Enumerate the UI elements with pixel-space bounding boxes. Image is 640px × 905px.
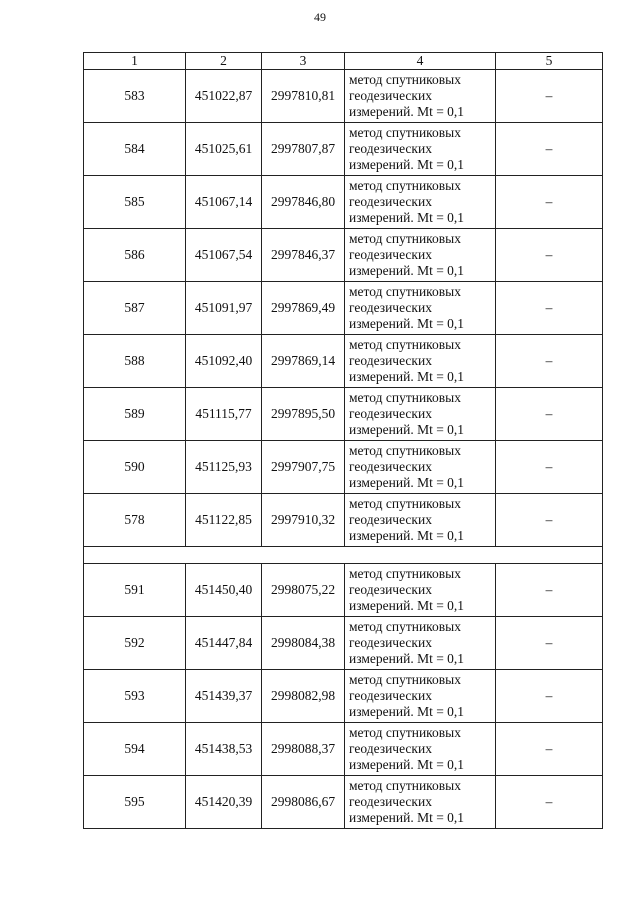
point-number-cell: 586: [84, 229, 186, 282]
y-coordinate-cell: 2998084,38: [262, 617, 345, 670]
table-row: [84, 282, 603, 335]
method-cell: метод спутниковых геодезических измерений. Mt = 0,1: [345, 335, 496, 388]
point-number-cell: 583: [84, 70, 186, 123]
x-coordinate-cell: 451420,39: [186, 776, 262, 829]
note-cell: –: [496, 282, 603, 335]
method-cell: метод спутниковых геодезических измерений. Mt = 0,1: [345, 176, 496, 229]
y-coordinate-cell: 2997807,87: [262, 123, 345, 176]
point-number-cell: 578: [84, 494, 186, 547]
x-coordinate-cell: 451447,84: [186, 617, 262, 670]
method-cell: метод спутниковых геодезических измерений. Mt = 0,1: [345, 723, 496, 776]
table-row: [84, 335, 603, 388]
table-row: [84, 388, 603, 441]
y-coordinate-cell: 2997910,32: [262, 494, 345, 547]
x-coordinate-cell: 451067,14: [186, 176, 262, 229]
x-coordinate-cell: 451092,40: [186, 335, 262, 388]
header-row: [84, 53, 603, 70]
x-coordinate-cell: 451025,61: [186, 123, 262, 176]
note-cell: –: [496, 670, 603, 723]
column-header-1: 1: [84, 53, 186, 70]
y-coordinate-cell: 2998086,67: [262, 776, 345, 829]
y-coordinate-cell: 2998075,22: [262, 564, 345, 617]
note-cell: –: [496, 70, 603, 123]
method-cell: метод спутниковых геодезических измерений. Mt = 0,1: [345, 70, 496, 123]
table-header: [84, 53, 603, 70]
table-body: [84, 70, 603, 829]
point-number-cell: 590: [84, 441, 186, 494]
y-coordinate-cell: 2997846,80: [262, 176, 345, 229]
column-header-4: 4: [345, 53, 496, 70]
method-cell: метод спутниковых геодезических измерений. Mt = 0,1: [345, 388, 496, 441]
note-cell: –: [496, 123, 603, 176]
x-coordinate-cell: 451115,77: [186, 388, 262, 441]
x-coordinate-cell: 451125,93: [186, 441, 262, 494]
y-coordinate-cell: 2997869,49: [262, 282, 345, 335]
method-cell: метод спутниковых геодезических измерений. Mt = 0,1: [345, 123, 496, 176]
point-number-cell: 588: [84, 335, 186, 388]
table-row: [84, 123, 603, 176]
column-header-3: 3: [262, 53, 345, 70]
y-coordinate-cell: 2997846,37: [262, 229, 345, 282]
page-number: 49: [314, 10, 326, 24]
table-row: [84, 70, 603, 123]
note-cell: –: [496, 388, 603, 441]
point-number-cell: 584: [84, 123, 186, 176]
column-header-2: 2: [186, 53, 262, 70]
table-row: [84, 176, 603, 229]
table-separator-row: [84, 547, 603, 564]
separator-cell: [84, 547, 603, 564]
x-coordinate-cell: 451122,85: [186, 494, 262, 547]
method-cell: метод спутниковых геодезических измерений. Mt = 0,1: [345, 441, 496, 494]
point-number-cell: 585: [84, 176, 186, 229]
note-cell: –: [496, 176, 603, 229]
point-number-cell: 589: [84, 388, 186, 441]
method-cell: метод спутниковых геодезических измерений. Mt = 0,1: [345, 229, 496, 282]
table-row: [84, 441, 603, 494]
note-cell: –: [496, 723, 603, 776]
method-cell: метод спутниковых геодезических измерений. Mt = 0,1: [345, 670, 496, 723]
y-coordinate-cell: 2998088,37: [262, 723, 345, 776]
y-coordinate-cell: 2997869,14: [262, 335, 345, 388]
method-cell: метод спутниковых геодезических измерений. Mt = 0,1: [345, 494, 496, 547]
table-row: [84, 670, 603, 723]
x-coordinate-cell: 451450,40: [186, 564, 262, 617]
point-number-cell: 593: [84, 670, 186, 723]
point-number-cell: 587: [84, 282, 186, 335]
table-row: [84, 723, 603, 776]
table-row: [84, 494, 603, 547]
note-cell: –: [496, 494, 603, 547]
method-cell: метод спутниковых геодезических измерений. Mt = 0,1: [345, 617, 496, 670]
note-cell: –: [496, 776, 603, 829]
x-coordinate-cell: 451091,97: [186, 282, 262, 335]
note-cell: –: [496, 335, 603, 388]
table-row: [84, 564, 603, 617]
y-coordinate-cell: 2997907,75: [262, 441, 345, 494]
method-cell: метод спутниковых геодезических измерений. Mt = 0,1: [345, 776, 496, 829]
y-coordinate-cell: 2997810,81: [262, 70, 345, 123]
method-cell: метод спутниковых геодезических измерений. Mt = 0,1: [345, 564, 496, 617]
column-header-5: 5: [496, 53, 603, 70]
y-coordinate-cell: 2997895,50: [262, 388, 345, 441]
x-coordinate-cell: 451022,87: [186, 70, 262, 123]
method-cell: метод спутниковых геодезических измерений. Mt = 0,1: [345, 282, 496, 335]
x-coordinate-cell: 451067,54: [186, 229, 262, 282]
table-row: [84, 229, 603, 282]
point-number-cell: 595: [84, 776, 186, 829]
table-row: [84, 617, 603, 670]
note-cell: –: [496, 229, 603, 282]
note-cell: –: [496, 564, 603, 617]
point-number-cell: 591: [84, 564, 186, 617]
table-row: [84, 776, 603, 829]
y-coordinate-cell: 2998082,98: [262, 670, 345, 723]
x-coordinate-cell: 451438,53: [186, 723, 262, 776]
point-number-cell: 594: [84, 723, 186, 776]
note-cell: –: [496, 441, 603, 494]
point-number-cell: 592: [84, 617, 186, 670]
coordinates-table: [83, 52, 603, 829]
note-cell: –: [496, 617, 603, 670]
x-coordinate-cell: 451439,37: [186, 670, 262, 723]
